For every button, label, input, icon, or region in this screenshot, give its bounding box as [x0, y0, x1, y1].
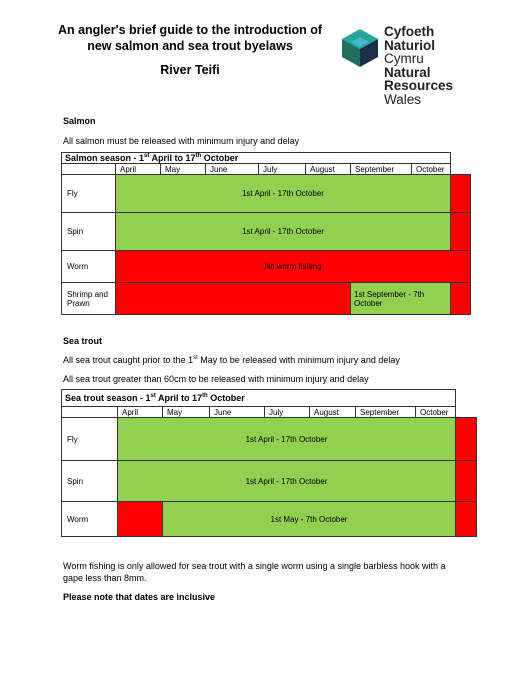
- month-header: August: [310, 407, 356, 418]
- method-label: Worm: [62, 251, 116, 283]
- method-label: Spin: [62, 461, 118, 502]
- month-header: June: [206, 164, 259, 175]
- closed-season-cell: [116, 283, 351, 315]
- season-row: [62, 283, 471, 315]
- month-header: April: [116, 164, 161, 175]
- sea-trout-60cm-text: All sea trout greater than 60cm to be released with minimum injury and delay: [63, 374, 369, 384]
- corner-cell: [62, 164, 116, 175]
- closed-season-cell: [451, 213, 471, 251]
- closed-season-cell: No worm fishing: [116, 251, 471, 283]
- month-header: October: [412, 164, 451, 175]
- sea-trout-may-text: All sea trout caught prior to the 1st May to be released with minimum injury and delay: [63, 355, 400, 365]
- logo-line: Cyfoeth: [384, 24, 435, 39]
- method-label: Fly: [62, 175, 116, 213]
- sea-trout-season-caption: Sea trout season - 1st April to 17th October: [62, 390, 456, 407]
- title-line-1: An angler's brief guide to the introduction of: [57, 23, 323, 37]
- salmon-heading: Salmon: [63, 116, 96, 126]
- logo-line: Naturiol: [384, 37, 436, 53]
- logo-line: Cymru: [384, 51, 424, 66]
- logo-line: Resources: [384, 78, 454, 93]
- month-header: June: [210, 407, 265, 418]
- method-label: Shrimp and Prawn: [62, 283, 116, 315]
- month-header: April: [118, 407, 163, 418]
- closed-season-cell: [451, 283, 471, 315]
- month-header: May: [163, 407, 210, 418]
- open-season-cell: 1st April - 17th October: [116, 175, 451, 213]
- season-row: [62, 213, 471, 251]
- month-header: September: [356, 407, 416, 418]
- closed-season-cell: [456, 502, 477, 537]
- method-label: Fly: [62, 418, 118, 461]
- open-season-cell: 1st September - 7th October: [351, 283, 451, 315]
- season-row: [62, 502, 477, 537]
- season-row: [62, 175, 471, 213]
- inclusive-dates-note: Please note that dates are inclusive: [63, 592, 216, 602]
- corner-cell: [62, 407, 118, 418]
- logo-wordmark: [384, 25, 453, 106]
- month-header: May: [161, 164, 206, 175]
- month-header: September: [351, 164, 412, 175]
- month-header: July: [259, 164, 306, 175]
- title-line-2: new salmon and sea trout byelaws: [87, 39, 293, 53]
- open-season-cell: 1st April - 17th October: [118, 418, 456, 461]
- worm-fishing-note: Worm fishing is only allowed for sea trout with a single worm using a single barbless hook with a gape less than 8mm.: [63, 561, 446, 583]
- closed-season-cell: [451, 175, 471, 213]
- sea-trout-season-table: [61, 389, 477, 537]
- month-header: July: [265, 407, 310, 418]
- document-title: [40, 22, 340, 78]
- open-season-cell: 1st April - 17th October: [116, 213, 451, 251]
- open-season-cell: 1st April - 17th October: [118, 461, 456, 502]
- month-header: August: [306, 164, 351, 175]
- season-row: [62, 251, 471, 283]
- nrw-logo: [340, 24, 500, 107]
- salmon-release-text: All salmon must be released with minimum injury and delay: [63, 136, 300, 146]
- closed-season-cell: [456, 418, 477, 461]
- salmon-season-caption: Salmon season - 1st April to 17th October: [62, 153, 451, 164]
- method-label: Worm: [62, 502, 118, 537]
- season-row: [62, 418, 477, 461]
- logo-line: Wales: [384, 91, 422, 107]
- closed-season-cell: [456, 461, 477, 502]
- closed-season-cell: [118, 502, 163, 537]
- sea-trout-heading: Sea trout: [63, 336, 103, 346]
- nrw-logo-icon: [340, 27, 380, 69]
- open-season-cell: 1st May - 7th October: [163, 502, 456, 537]
- salmon-season-table: [61, 152, 471, 315]
- season-row: [62, 461, 477, 502]
- logo-line: Natural: [384, 64, 431, 80]
- method-label: Spin: [62, 213, 116, 251]
- month-header: October: [416, 407, 456, 418]
- title-river: River Teifi: [160, 63, 220, 77]
